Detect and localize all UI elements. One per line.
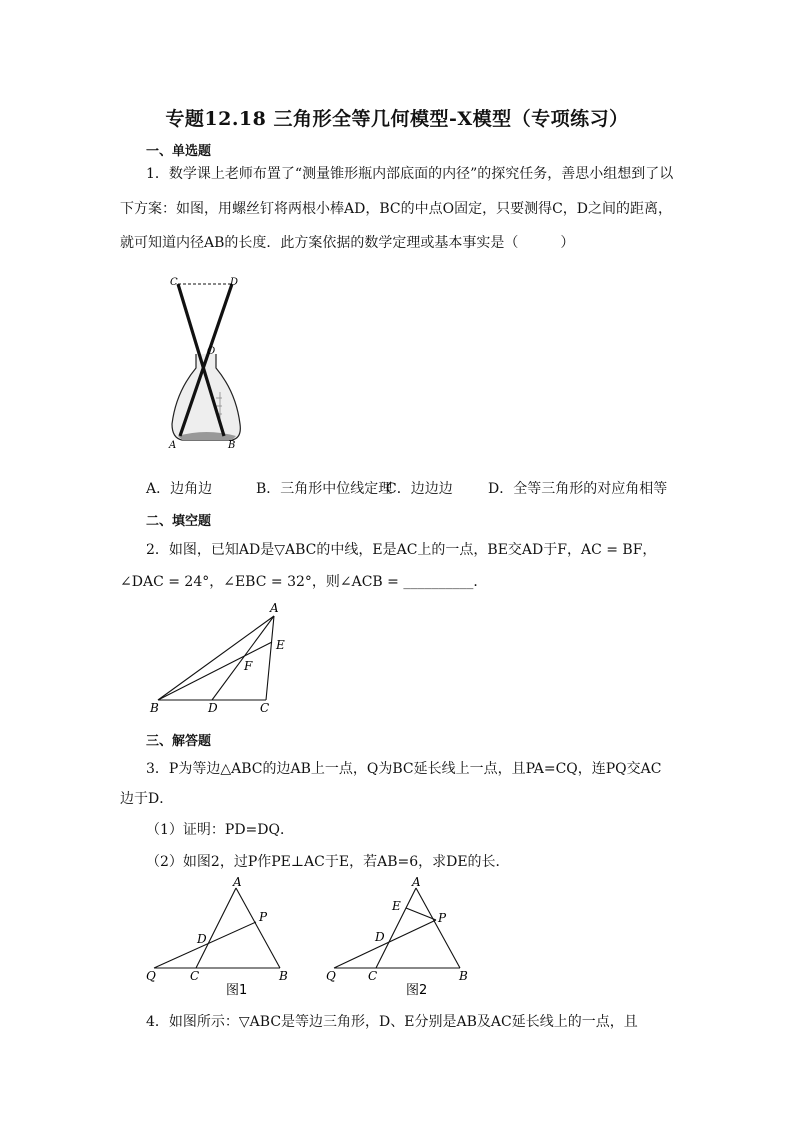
label-a: A [169, 440, 177, 451]
label-b: B [228, 440, 236, 451]
segment-pe [406, 908, 436, 920]
figure-caption-1: 图1 [226, 983, 248, 998]
label-d: D [375, 930, 385, 944]
label-e: E [276, 638, 285, 652]
label-b: B [150, 701, 159, 715]
segment-ba [158, 616, 274, 700]
label-d: D [197, 932, 207, 946]
question-2-line-1: 2．如图，已知AD是▽ABC的中线，E是AC上的一点，BE交AD于F，AC = BF， [146, 542, 657, 558]
label-b: B [459, 969, 468, 983]
triangle-figure-q2 [146, 598, 296, 718]
label-a: A [412, 875, 421, 889]
option-a[interactable]: A．边角边 [146, 481, 213, 497]
question-1-line-2: 下方案：如图，用螺丝钉将两根小棒AD，BC的中点O固定，只要测得C，D之间的距离， [120, 201, 673, 217]
question-3-part-2: （2）如图2，过P作PE⊥AC于E，若AB=6，求DE的长． [146, 854, 510, 870]
segment-ab [416, 888, 460, 968]
section-heading-fill-blank: 二、填空题 [146, 514, 212, 529]
figure-3-1 [142, 874, 302, 1000]
option-d[interactable]: D．全等三角形的对应角相等 [488, 481, 668, 497]
label-a: A [233, 875, 242, 889]
label-d: D [208, 701, 218, 715]
label-q: Q [146, 969, 156, 983]
section-heading-single-choice: 一、单选题 [146, 144, 212, 159]
question-2-line-2: ∠DAC = 24°，∠EBC = 32°，则∠ACB = __________． [120, 574, 488, 590]
label-c: C [170, 277, 178, 288]
segment-be [158, 642, 272, 700]
label-d: D [230, 277, 239, 288]
question-1-line-1: 1．数学课上老师布置了“测量锥形瓶内部底面的内径”的探究任务，善思小组想到了以 [146, 166, 674, 182]
label-c: C [190, 969, 200, 983]
label-b: B [279, 969, 288, 983]
label-c: C [260, 701, 270, 715]
segment-ac [266, 616, 274, 700]
question-3-line-1: 3．P为等边△ABC的边AB上一点，Q为BC延长线上一点，且PA=CQ，连PQ交AC [146, 761, 662, 777]
label-q: Q [326, 969, 336, 983]
question-3-line-2: 边于D． [120, 791, 174, 807]
figure-3-2 [322, 874, 482, 1000]
question-4-line-1: 4．如图所示：▽ABC是等边三角形，D、E分别是AB及AC延长线上的一点，且 [146, 1014, 638, 1030]
question-1-line-3: 就可知道内径AB的长度．此方案依据的数学定理或基本事实是（ ） [120, 235, 575, 251]
label-p: P [438, 911, 447, 925]
label-e: E [392, 899, 401, 913]
label-c: C [368, 969, 378, 983]
segment-ad [212, 616, 274, 700]
page-title: 专题12.18 三角形全等几何模型-X模型（专项练习） [165, 108, 629, 130]
option-b[interactable]: B．三角形中位线定理 [256, 481, 393, 497]
option-c[interactable]: C．边边边 [386, 481, 453, 497]
segment-ac [196, 888, 236, 968]
label-f: F [244, 659, 253, 673]
question-3-part-1: （1）证明：PD=DQ． [146, 822, 294, 838]
label-p: P [259, 910, 268, 924]
flask-figure [160, 272, 250, 452]
label-o: O [207, 346, 216, 357]
section-heading-solution: 三、解答题 [146, 734, 212, 749]
segment-qp [334, 920, 436, 968]
label-a: A [270, 601, 279, 615]
question-1-options [146, 478, 667, 498]
figure-caption-2: 图2 [406, 983, 428, 998]
